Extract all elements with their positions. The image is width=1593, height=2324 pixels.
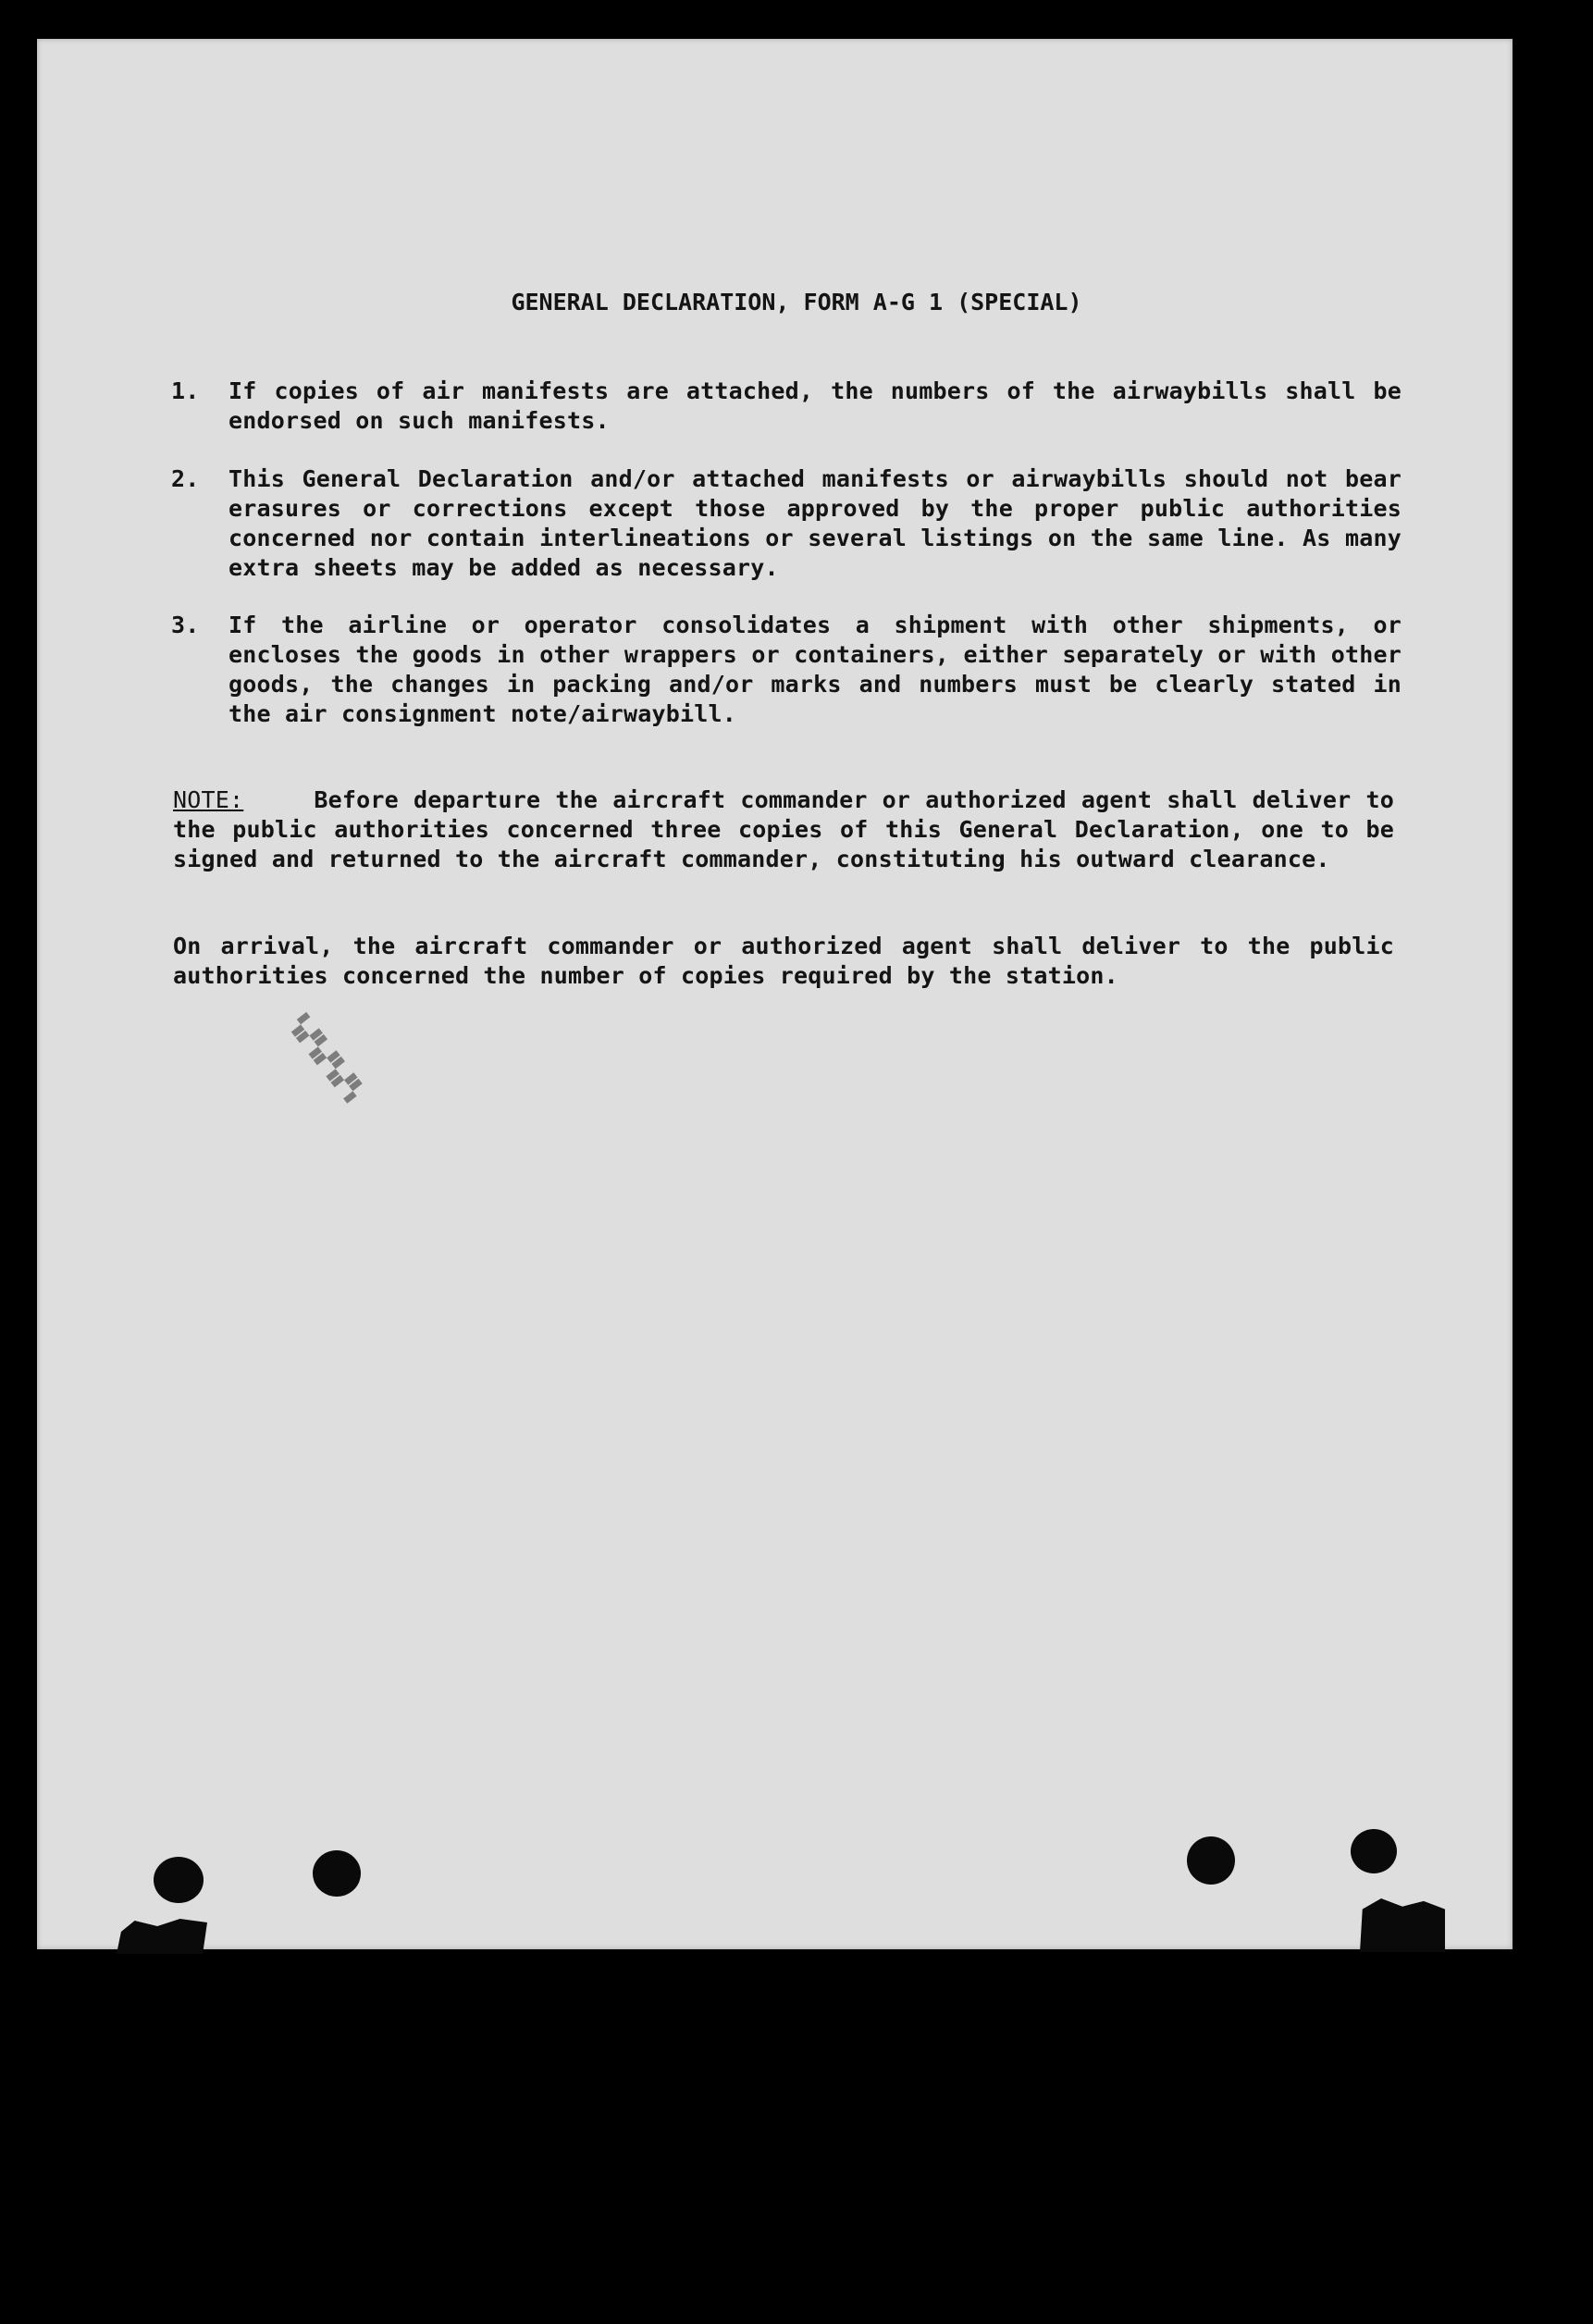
punch-hole-left-2 <box>313 1850 361 1897</box>
punch-hole-left-1 <box>154 1857 204 1903</box>
item-text: This General Declaration and/or attached manifests or airwaybills should not bear erasures or corrections except those approved by the proper public authorities concerned nor contain interlineations or several listings on the same line. As many extra sheets may be added as necessary. <box>228 465 1402 581</box>
torn-edge-right <box>1360 1898 1445 1952</box>
item-number: 2. <box>171 465 200 492</box>
torn-edge-left <box>117 1917 207 1954</box>
item-text: If copies of air manifests are attached, the numbers of the airwaybills shall be endorsed on such manifests. <box>228 377 1402 434</box>
instruction-item-2 <box>171 464 1402 583</box>
document-title: GENERAL DECLARATION, FORM A-G 1 (SPECIAL) <box>511 289 1082 315</box>
note-paragraph <box>173 785 1394 874</box>
paper-sheet <box>37 39 1513 1949</box>
instruction-item-3 <box>171 611 1402 729</box>
punch-hole-right-1 <box>1187 1836 1235 1885</box>
faint-stamp-marking: ▚▞▚▞▚▞▚ <box>287 1013 366 1106</box>
item-text: If the airline or operator consolidates a shipment with other shipments, or encloses the goods in other wrappers or containers, either separately or with other goods, the changes in packing and/or marks and numbers must be clearly stated in the air consignment note/airwaybill. <box>228 612 1402 727</box>
item-number: 3. <box>171 612 200 638</box>
note-text: Before departure the aircraft commander or authorized agent shall deliver to the public authorities concerned three copies of this General Declaration, one to be signed and returned to the aircraft commander, constituting his outward clearance. <box>173 786 1394 872</box>
arrival-paragraph: On arrival, the aircraft commander or authorized agent shall deliver to the public authorities concerned the number of copies required by the station. <box>173 933 1394 989</box>
instruction-item-1 <box>171 377 1402 436</box>
item-number: 1. <box>171 377 200 404</box>
note-label: NOTE: <box>173 786 244 813</box>
punch-hole-right-2 <box>1351 1829 1397 1873</box>
